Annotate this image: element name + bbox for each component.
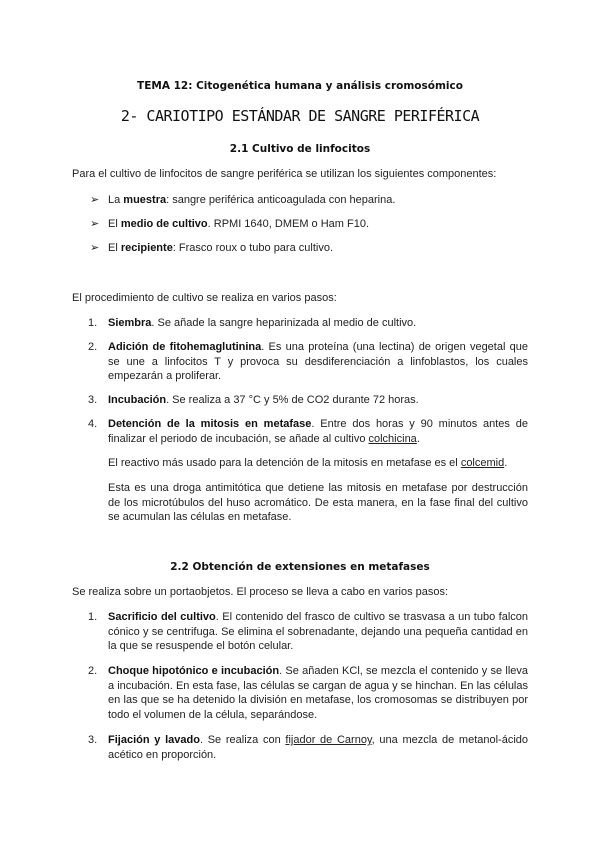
step-item: 3. Fijación y lavado. Se realiza con fijador de Carnoy, una mezcla de metanol-ácido acético en proporción. — [88, 734, 529, 761]
chapter-title: 2- CARIOTIPO ESTÁNDAR DE SANGRE PERIFÉRICA — [120, 107, 480, 125]
colcemid-link[interactable]: colcemid — [460, 457, 505, 469]
section-heading-extensiones: 2.2 Obtención de extensiones en metafases — [170, 561, 430, 573]
step-item: 2. Choque hipotónico e incubación. Se añaden KCl, se mezcla el contenido y se lleva a incubación. En esta fase, las células se cargan de agua y se hinchan. En las células en las que se ha detenido la división en metafase, los cromosomas se distribuyen por todo el volumen de la célula, separándose. — [88, 665, 529, 721]
arrow-bullet-icon: ➢ — [90, 194, 100, 206]
section-heading-cultivo: 2.1 Cultivo de linfocitos — [229, 143, 371, 155]
step-item: 4. Detención de la mitosis en metafase. Entre dos horas y 90 minutos antes de finalizar el periodo de incubación, se añade al cultivo colchicina. — [88, 418, 528, 445]
bullet-item: ➢ El recipiente: Frasco roux o tubo para cultivo. — [90, 242, 333, 254]
bullet-item: ➢ El medio de cultivo. RPMI 1640, DMEM o Ham F10. — [90, 218, 370, 230]
arrow-bullet-icon: ➢ — [90, 218, 100, 230]
arrow-bullet-icon: ➢ — [90, 242, 100, 254]
step4-note: El reactivo más usado para la detención de la mitosis en metafase es el colcemid. — [108, 457, 508, 469]
carnoy-link[interactable]: fijador de Carnoy — [285, 734, 372, 746]
section2-intro: Se realiza sobre un portaobjetos. El proceso se lleva a cabo en varios pasos: — [72, 586, 449, 598]
step-item: 1. Siembra. Se añade la sangre heparinizada al medio de cultivo. — [88, 317, 417, 329]
bullet-item: ➢ La muestra: sangre periférica anticoagulada con heparina. — [90, 194, 396, 206]
step-item: 1. Sacrificio del cultivo. El contenido del frasco de cultivo se trasvasa a un tubo falcon cónico y se centrifuga. Se elimina el sobrenadante, dejando una pequeña cantidad en la que se resuspende el botón celular. — [88, 611, 528, 653]
step-item: 2. Adición de fitohemaglutinina. Es una proteína (una lectina) de origen vegetal que se une a linfocitos T y provoca su desdiferenciación a linfoblastos, los cuales empezarán a proliferar. — [88, 341, 528, 383]
colchicina-link[interactable]: colchicina — [368, 432, 417, 445]
document-title: TEMA 12: Citogenética humana y análisis cromosómico — [137, 80, 463, 92]
section1-intro: Para el cultivo de linfocitos de sangre periférica se utilizan los siguientes componentes: — [72, 168, 497, 180]
procedure-intro: El procedimiento de cultivo se realiza en varios pasos: — [72, 292, 337, 304]
step-item: 3. Incubación. Se realiza a 37 °C y 5% de CO2 durante 72 horas. — [88, 394, 419, 406]
step4-note-detail: Esta es una droga antimitótica que detiene las mitosis en metafase por destrucción de los microtúbulos del huso acromático. De esta manera, en la fase final del cultivo se acumulan las células en metafase. — [108, 482, 528, 524]
